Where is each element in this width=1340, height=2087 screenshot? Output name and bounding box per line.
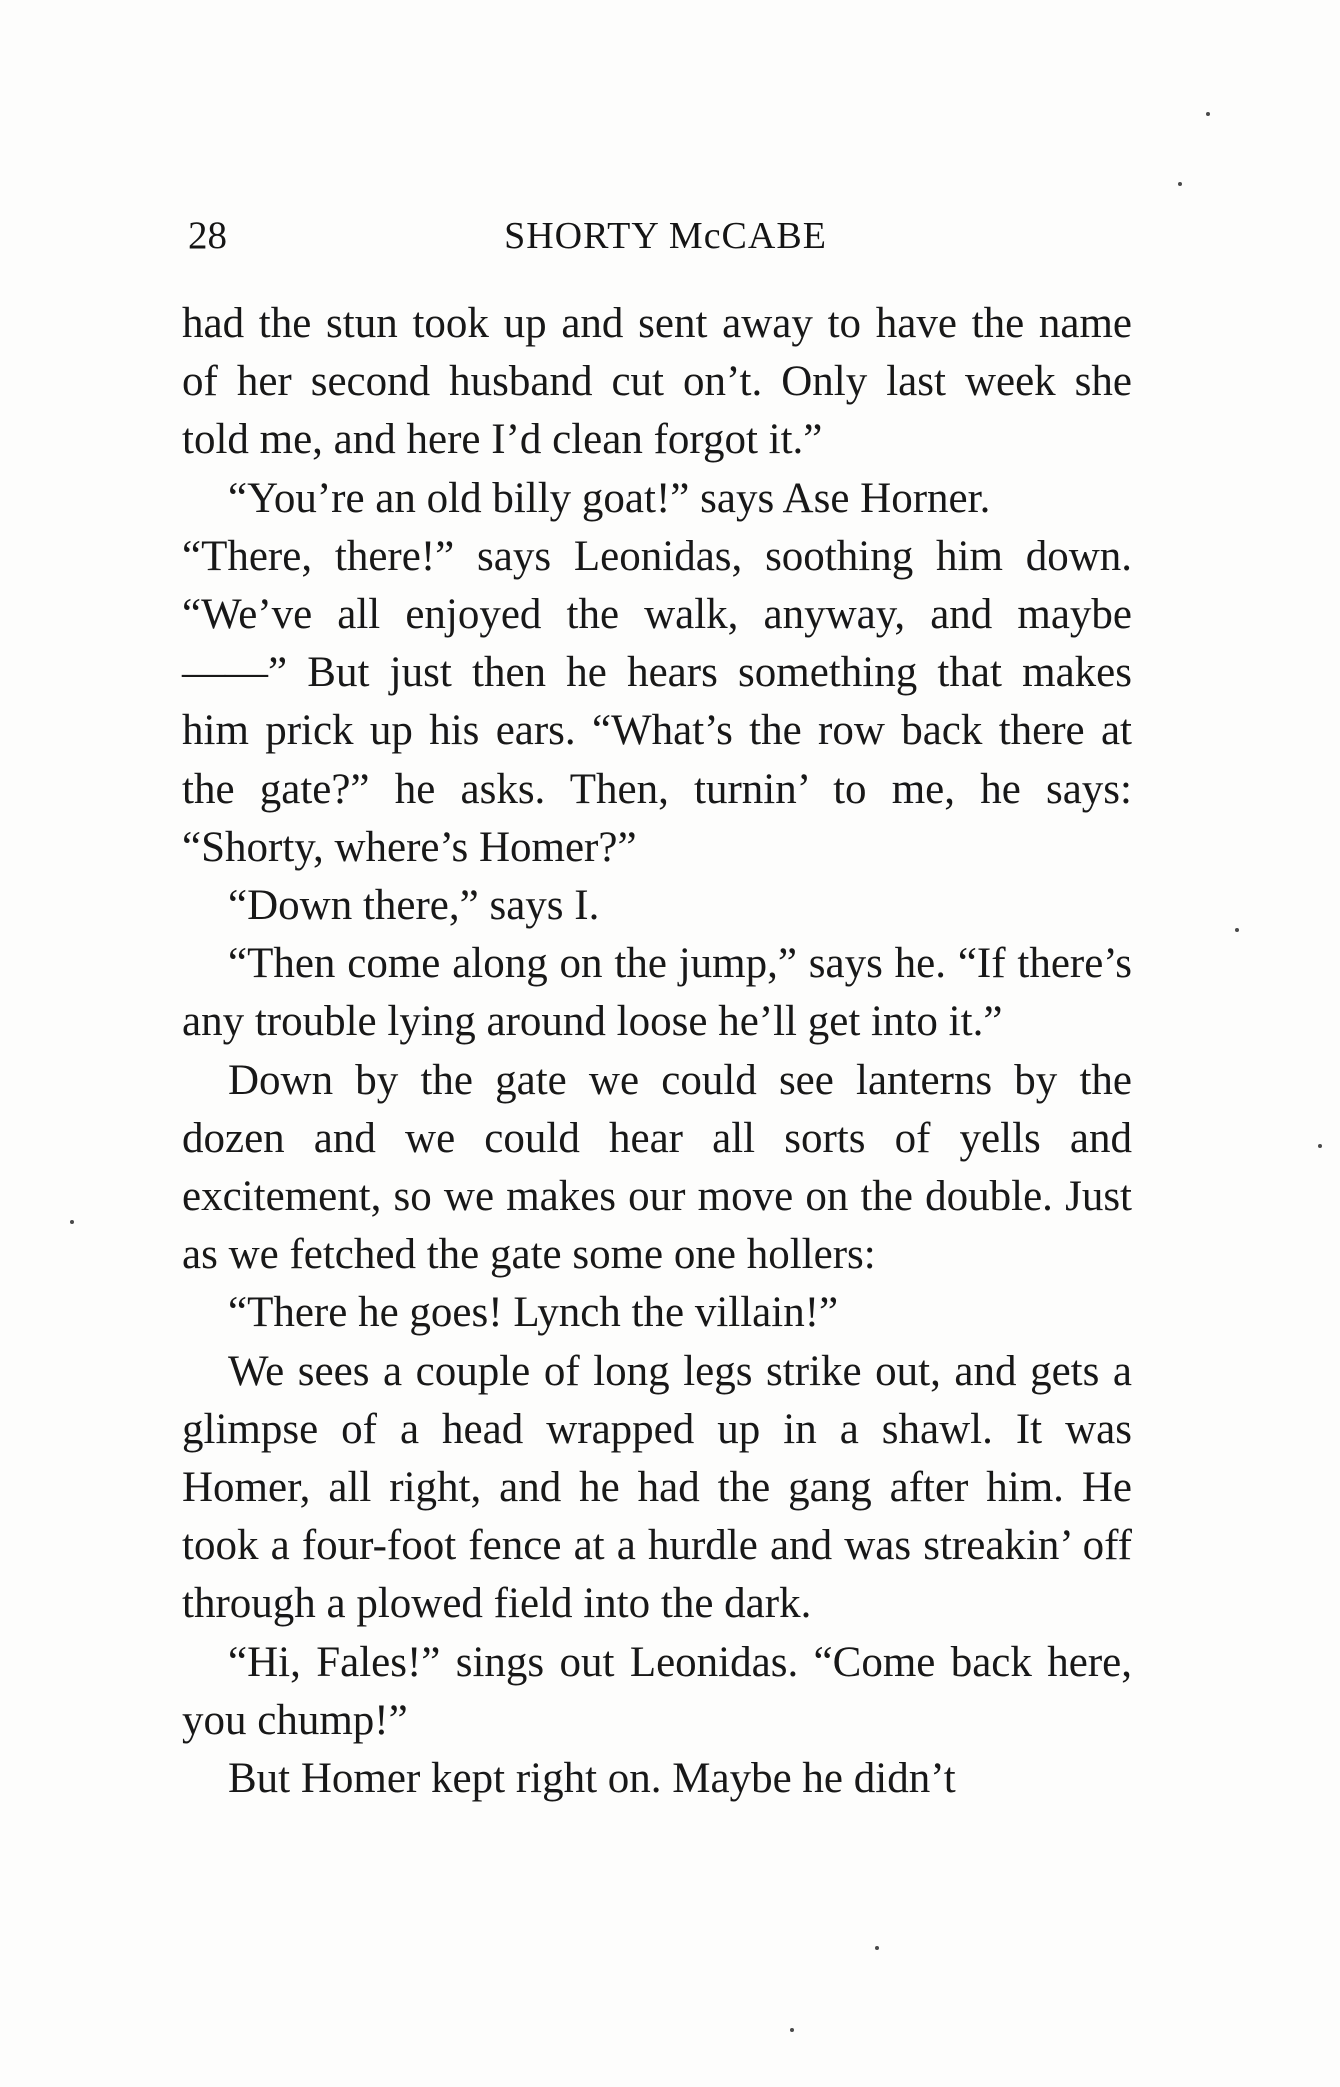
paragraph: “Hi, Fales!” sings out Leonidas. “Come back here, you chump!” xyxy=(182,1638,1132,1744)
running-head: SHORTY McCABE xyxy=(504,215,827,257)
paragraph: had the stun took up and sent away to have the name of her second husband cut on’t. Only last week she told me, and here I’d clean forgot it.” xyxy=(182,300,1132,464)
print-speck xyxy=(1178,182,1182,186)
paragraph: We sees a couple of long legs strike out, and gets a glimpse of a head wrapped up in a shawl. It was Homer, all right, and he had the gang after him. He took a four-foot fence at a hurdle and was streakin’ off through a plowed field into the dark. xyxy=(182,1347,1132,1628)
print-speck xyxy=(790,2028,794,2032)
print-speck xyxy=(1318,1144,1322,1148)
paragraph: “You’re an old billy goat!” says Ase Horner. xyxy=(228,474,991,522)
paragraph: Down by the gate we could see lanterns by the dozen and we could hear all sorts of yells and excitement, so we makes our move on the double. Just as we fetched the gate some one hollers: xyxy=(182,1056,1132,1279)
paragraph: “There he goes! Lynch the villain!” xyxy=(228,1289,839,1337)
paragraph: But Homer kept right on. Maybe he didn’t xyxy=(228,1755,956,1803)
paragraph: “There, there!” says Leonidas, soothing him down. “We’ve all enjoyed the walk, anyway, and maybe——” But just then he hears something that makes him prick up his ears. “What’s the row back there at the gate?” he asks. Then, turnin’ to me, he says: “Shorty, where’s Homer?” xyxy=(182,532,1132,871)
print-speck xyxy=(875,1946,879,1950)
paragraph: “Then come along on the jump,” says he. “If there’s any trouble lying around loose he’ll get into it.” xyxy=(182,940,1132,1046)
paragraph: “Down there,” says I. xyxy=(228,882,600,930)
print-speck xyxy=(1206,112,1210,116)
page-header xyxy=(188,212,1143,272)
page-number: 28 xyxy=(188,214,227,257)
body-text xyxy=(182,295,1132,1808)
print-speck xyxy=(70,1220,74,1224)
print-speck xyxy=(1235,928,1239,932)
